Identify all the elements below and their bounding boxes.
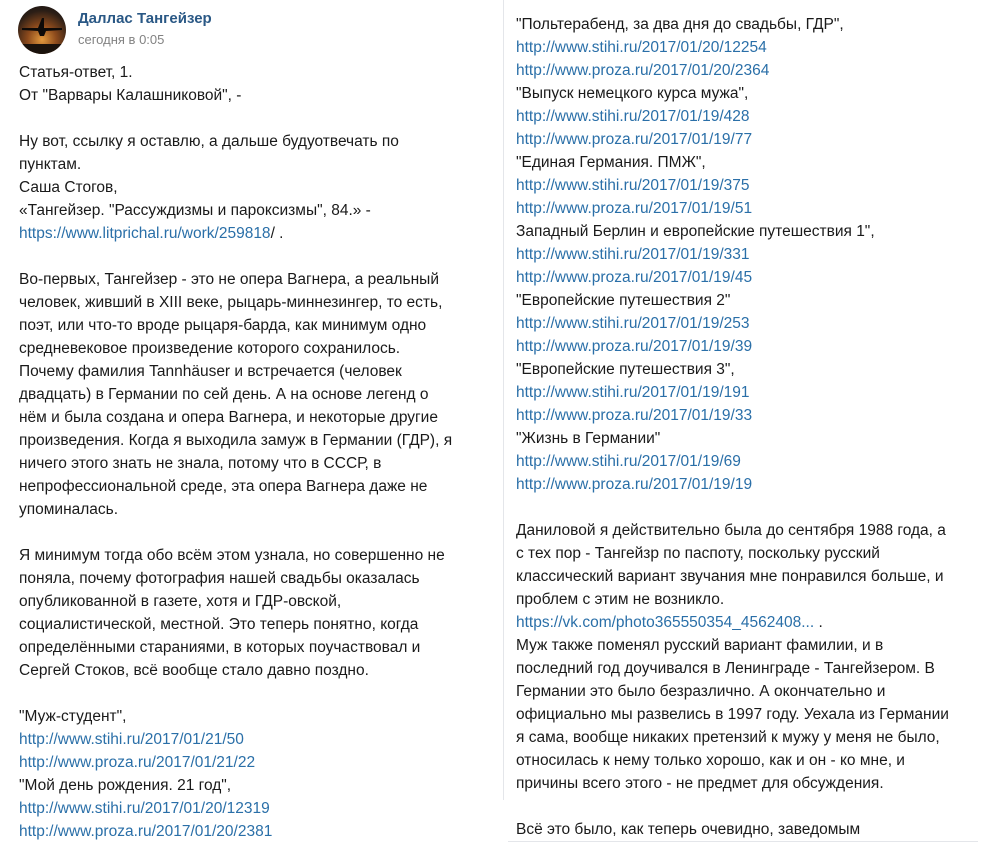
post-link[interactable]: http://www.proza.ru/2017/01/19/19: [516, 476, 753, 493]
text-line: нём и была создана и опера Вагнера, и некоторые другие: [19, 409, 438, 426]
text-line: поняла, почему фотография нашей свадьбы оказалась: [19, 570, 420, 587]
text-line: "Выпуск немецкого курса мужа",: [516, 85, 749, 102]
post-link[interactable]: http://www.proza.ru/2017/01/19/39: [516, 338, 753, 355]
text-line: "Польтерабенд, за два дня до свадьбы, ГДР",: [516, 16, 844, 33]
text-line: [19, 521, 452, 544]
text-line: произведения. Когда я выходила замуж в Германии (ГДР), я: [19, 432, 453, 449]
text-line: [19, 245, 452, 268]
text-line: «Тангейзер. "Рассуждизмы и пароксизмы", 84.» -: [19, 202, 371, 219]
link-line: [516, 473, 949, 496]
text-line: классический вариант звучания мне понравился больше, и: [516, 568, 944, 585]
text-line: [19, 107, 452, 130]
link-line: [19, 728, 452, 751]
text-line: От "Варвары Калашниковой", -: [19, 87, 242, 104]
link-line: [516, 450, 949, 473]
airplane-silhouette-icon: [18, 6, 66, 54]
text-line: Во-первых, Тангейзер - это не опера Вагнера, а реальный: [19, 271, 439, 288]
text-line: человек, живший в XIII веке, рыцарь-миннезингер, то есть,: [19, 294, 443, 311]
post-link[interactable]: http://www.proza.ru/2017/01/19/77: [516, 131, 753, 148]
link-line: [516, 128, 949, 151]
avatar[interactable]: [18, 6, 66, 54]
link-line: [19, 222, 452, 245]
text-line: последний год доучивался в Ленинграде - Тангейзером. В: [516, 660, 935, 677]
link-line: [19, 820, 452, 843]
text-line: поэт, или что-то вроде рыцаря-барда, как минимум одно: [19, 317, 427, 334]
post-link[interactable]: http://www.stihi.ru/2017/01/19/375: [516, 177, 750, 194]
text-line: причины всего этого - не предмет для обсуждения.: [516, 775, 884, 792]
link-line: [19, 797, 452, 820]
text-line: проблем с этим не возникло.: [516, 591, 725, 608]
text-line: упоминалась.: [19, 501, 119, 518]
post-link[interactable]: http://www.proza.ru/2017/01/20/2364: [516, 62, 770, 79]
post-timestamp[interactable]: сегодня в 0:05: [78, 32, 165, 47]
text-line: Германии это было безразлично. А окончательно и: [516, 683, 886, 700]
text-line: с тех пор - Тангейзр по паспоту, поскольку русский: [516, 545, 880, 562]
post-link[interactable]: http://www.stihi.ru/2017/01/19/331: [516, 246, 750, 263]
text-line: Ну вот, ссылку я оставлю, а дальше будуотвечать по: [19, 133, 399, 150]
text-line: определёнными стараниями, в которых поучаствовал и: [19, 639, 421, 656]
text-line: Сергей Стоков, всё вообще стало давно поздно.: [19, 662, 369, 679]
text-line: "Европейские путешествия 2": [516, 292, 731, 309]
link-suffix: .: [814, 614, 823, 631]
text-line: "Единая Германия. ПМЖ",: [516, 154, 706, 171]
post-link[interactable]: http://www.proza.ru/2017/01/20/2381: [19, 823, 273, 840]
text-line: Я минимум тогда обо всём этом узнала, но совершенно не: [19, 547, 445, 564]
link-suffix: / .: [270, 225, 284, 242]
link-line: [516, 105, 949, 128]
link-line: [516, 174, 949, 197]
bottom-divider: [508, 841, 978, 842]
text-line: Всё это было, как теперь очевидно, заведомым: [516, 821, 861, 838]
text-line: непрофессиональной среде, эта опера Вагнера даже не: [19, 478, 428, 495]
post-column-right: [508, 0, 994, 852]
text-line: Почему фамилия Tannhäuser и встречается (человек: [19, 363, 402, 380]
link-line: [516, 381, 949, 404]
text-line: я сама, вообще никаких претензий к мужу у меня не было,: [516, 729, 940, 746]
text-line: пунктам.: [19, 156, 82, 173]
link-line: [516, 404, 949, 427]
text-line: Статья-ответ, 1.: [19, 64, 133, 81]
text-line: Даниловой я действительно была до сентября 1988 года, а: [516, 522, 946, 539]
text-line: Муж также поменял русский вариант фамилии, и в: [516, 637, 884, 654]
link-line: [516, 197, 949, 220]
text-line: "Жизнь в Германии": [516, 430, 661, 447]
text-line: средневековое произведение которого сохранилось.: [19, 340, 401, 357]
author-name-link[interactable]: Даллас Тангейзер: [78, 10, 212, 27]
text-line: "Муж-студент",: [19, 708, 127, 725]
post-link[interactable]: http://www.stihi.ru/2017/01/19/428: [516, 108, 750, 125]
post-link[interactable]: http://www.stihi.ru/2017/01/20/12254: [516, 39, 767, 56]
text-line: Саша Стогов,: [19, 179, 118, 196]
post-link[interactable]: http://www.stihi.ru/2017/01/20/12319: [19, 800, 270, 817]
column-divider: [503, 0, 504, 800]
text-line: "Мой день рождения. 21 год",: [19, 777, 232, 794]
link-line: [516, 59, 949, 82]
post-link[interactable]: http://www.stihi.ru/2017/01/19/69: [516, 453, 741, 470]
post-link[interactable]: http://www.stihi.ru/2017/01/19/191: [516, 384, 750, 401]
post-text-right: [516, 13, 949, 841]
post-link[interactable]: http://www.proza.ru/2017/01/19/33: [516, 407, 753, 424]
text-line: Западный Берлин и европейские путешествия 1",: [516, 223, 875, 240]
text-line: официально мы развелись в 1997 году. Уехала из Германии: [516, 706, 949, 723]
post-text-left: [19, 61, 452, 843]
text-line: относилась к нему только хорошо, как и он - ко мне, и: [516, 752, 905, 769]
link-line: [516, 243, 949, 266]
text-line: "Европейские путешествия 3",: [516, 361, 735, 378]
link-line: [19, 751, 452, 774]
post-link[interactable]: http://www.proza.ru/2017/01/21/22: [19, 754, 256, 771]
text-line: ничего этого знать не знала, потому что в СССР, в: [19, 455, 382, 472]
text-line: опубликованной в газете, хотя и ГДР-овской,: [19, 593, 342, 610]
link-line: [516, 266, 949, 289]
text-line: [516, 496, 949, 519]
text-line: двадцать) в Германии по сей день. А на основе легенд о: [19, 386, 429, 403]
post-link[interactable]: https://vk.com/photo365550354_4562408...: [516, 614, 815, 631]
post-link[interactable]: http://www.proza.ru/2017/01/19/45: [516, 269, 753, 286]
text-line: социалистической, местной. Это теперь понятно, когда: [19, 616, 419, 633]
link-line: [516, 36, 949, 59]
text-line: [516, 795, 949, 818]
post-link[interactable]: http://www.stihi.ru/2017/01/19/253: [516, 315, 750, 332]
post-link[interactable]: https://www.litprichal.ru/work/259818: [19, 225, 271, 242]
post-link[interactable]: http://www.stihi.ru/2017/01/21/50: [19, 731, 244, 748]
link-line: [516, 335, 949, 358]
link-line: [516, 611, 949, 634]
post-link[interactable]: http://www.proza.ru/2017/01/19/51: [516, 200, 753, 217]
text-line: [19, 682, 452, 705]
link-line: [516, 312, 949, 335]
